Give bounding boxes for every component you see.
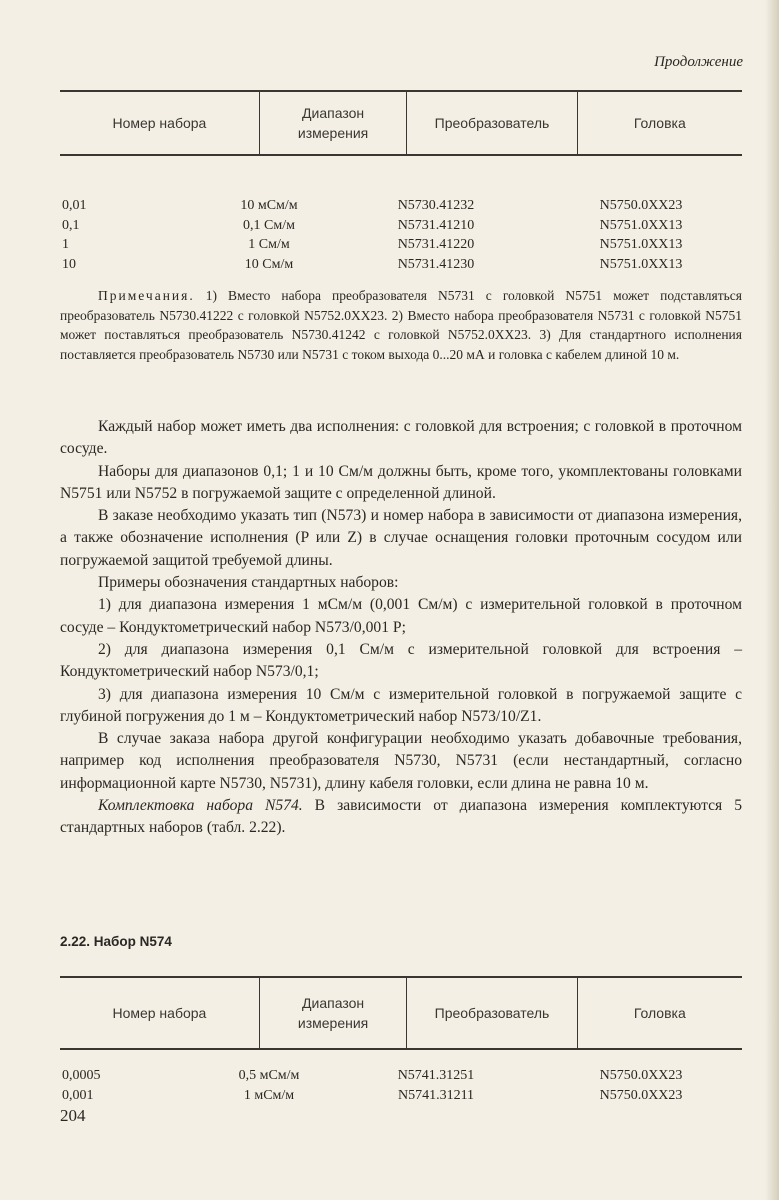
table2-header [60, 976, 742, 1050]
table1-col-number: Номер набора [60, 92, 260, 154]
paragraph: Наборы для диапазонов 0,1; 1 и 10 См/м должны быть, кроме того, укомплектованы головками N5751 или N5752 в погружаемой защите с определенной длиной. [60, 462, 742, 502]
paragraph: В заказе необходимо указать тип (N573) и номер набора в зависимости от диапазона измерения, а также обозначение исполнения (P или Z) в случае оснащения головки проточным сосудом или погружаемой защитой требуемой длины. [60, 507, 742, 569]
table-row [60, 1086, 742, 1106]
cell-range: 0,1 См/м [243, 217, 295, 233]
cell-converter: N5730.41232 [397, 198, 475, 213]
cell-range: 10 мСм/м [240, 198, 298, 213]
cell-converter: N5741.31211 [397, 1087, 475, 1103]
cell-number: 0,001 [62, 1087, 94, 1103]
cell-range: 10 См/м [244, 256, 294, 272]
table1-col-head: Головка [633, 115, 686, 131]
cell-head: N5750.0XX23 [599, 1068, 683, 1083]
table2-col-converter: Преобразователь [407, 978, 577, 1048]
table1-col-converter: Преобразователь [407, 92, 577, 154]
cell-head: N5751.0XX13 [599, 256, 683, 272]
paragraph: 3) для диапазона измерения 10 См/м с измерительной головкой в погружаемой защите с глубиной погружения до 1 м – Кондуктометрический набор N573/10/Z1. [60, 685, 742, 725]
table-row [60, 255, 742, 275]
paragraph: Примеры обозначения стандартных наборов: [98, 574, 399, 592]
paragraph: В случае заказа набора другой конфигурации необходимо указать добавочные требования, например код исполнения преобразователя N5730, N5731 (если нестандартный, согласно информационной карте N5730, N5731), длину кабеля головки, если длина не равна 10 м. [60, 730, 742, 792]
paragraph: Каждый набор может иметь два исполнения: с головкой для встроения; с головкой в проточном сосуде. [60, 418, 742, 458]
paragraph [60, 795, 742, 840]
table1-notes [60, 286, 742, 364]
table-row [60, 216, 742, 236]
cell-head: N5750.0XX23 [599, 1087, 683, 1103]
notes-label: Примечания. [98, 288, 195, 303]
table-row [60, 196, 742, 216]
cell-range: 1 См/м [248, 237, 290, 252]
page-number: 204 [60, 1106, 86, 1125]
page-edge-shadow [765, 0, 779, 1200]
paragraph: 2) для диапазона измерения 0,1 См/м с измерительной головкой для встроения – Кондуктометрический набор N573/0,1; [60, 640, 742, 681]
cell-number: 0,01 [62, 198, 87, 213]
cell-range: 0,5 мСм/м [238, 1068, 300, 1083]
table-row [60, 1066, 742, 1086]
table-row [60, 235, 742, 255]
cell-converter: N5741.31251 [397, 1068, 475, 1083]
section-lead: Комплектовка набора N574. [98, 797, 303, 815]
table2-col-number: Номер набора [60, 978, 260, 1048]
cell-converter: N5731.41220 [397, 237, 475, 252]
table2-title: 2.22. Набор N574 [60, 934, 172, 949]
continuation-label: Продолжение [654, 54, 743, 70]
table1-body [60, 196, 742, 274]
notes-text: 1) Вместо набора преобразователя N5731 с головкой N5751 может подставляться преобразователь N5730.41222 с головкой N5752.0XX23. 2) Вместо набора преобразователя N5731 с головкой N5751 может поставляться преобразователь N5730.41242 с головкой N5752.0XX23. 3) Для стандартного исполнения поставляется преобразователь N5730 или N5731 с током выхода 0...20 мА и головка с кабелем длиной 10 м. [60, 288, 743, 362]
cell-head: N5751.0XX13 [599, 217, 683, 233]
table2-body [60, 1066, 742, 1105]
paragraph: 1) для диапазона измерения 1 мСм/м (0,001 См/м) с измерительной головкой в проточном сосуде – Кондуктометрический набор N573/0,001 P; [60, 596, 742, 636]
cell-head: N5751.0XX13 [599, 237, 683, 252]
cell-head: N5750.0XX23 [599, 198, 683, 213]
cell-converter: N5731.41210 [397, 217, 475, 233]
section-text: В зависимости от диапазона измерения комплектуются 5 стандартных наборов (табл. 2.22). [60, 797, 742, 837]
cell-number: 0,0005 [62, 1068, 101, 1083]
body-text [60, 416, 742, 840]
cell-range: 1 мСм/м [243, 1087, 295, 1103]
cell-number: 1 [62, 237, 69, 252]
table2-col-range: Диапазон измерения [260, 978, 408, 1048]
table1-col-range: Диапазон измерения [260, 92, 408, 154]
cell-number: 0,1 [62, 217, 80, 233]
table2-col-head: Головка [633, 1005, 686, 1021]
cell-number: 10 [62, 256, 76, 272]
cell-converter: N5731.41230 [397, 256, 475, 272]
table1-header [60, 90, 742, 156]
